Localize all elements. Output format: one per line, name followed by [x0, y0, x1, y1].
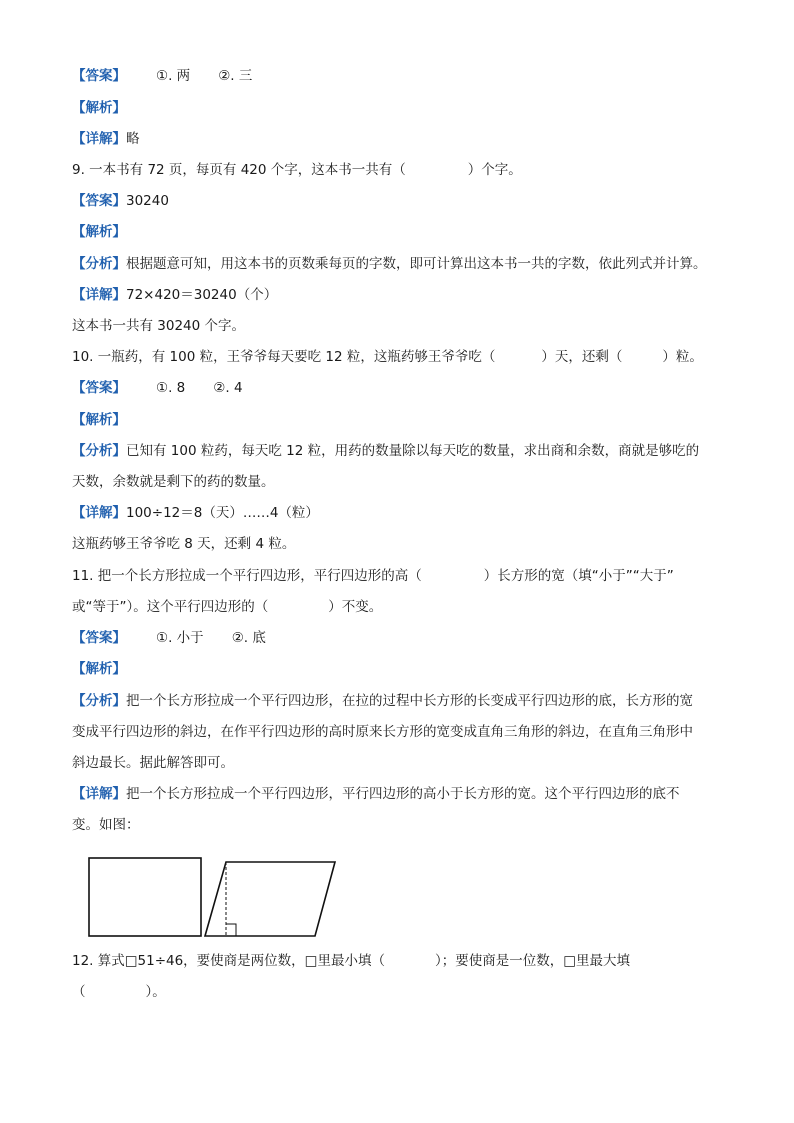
q10-analysis-line-2: 天数，余数就是剩下的药的数量。 — [72, 474, 275, 490]
q8-detail: 略 — [126, 131, 140, 147]
q8-detail-line — [72, 129, 732, 149]
q10-question: 10. 一瓶药，有 100 粒，王爷爷每天要吃 12 粒，这瓶药够王爷爷吃（ ）天，还剩（ ）粒。 — [72, 349, 703, 365]
q8-answer-line — [72, 66, 732, 86]
rectangle-parallelogram-figure — [88, 856, 340, 940]
q10-analysis-line-1: 【分析】已知有 100 粒药，每天吃 12 粒，用药的数量除以每天吃的数量，求出商和余数，商就是够吃的 — [72, 443, 700, 459]
q9-analysis: 根据题意可知，用这本书的页数乘每页的字数，即可计算出这本书一共的字数，依此列式并计算。 — [126, 256, 707, 272]
q8-answer-1: ①. 两 — [156, 68, 191, 84]
q10-answer-1: ①. 8 — [156, 380, 186, 396]
q11-answer-line: 【答案】 ①. 小于 ②. 底 — [72, 630, 266, 646]
q9-answer: 30240 — [126, 193, 169, 209]
answer-tag: 【答案】 — [72, 68, 126, 84]
q11-question-line-2: 或“等于”）。这个平行四边形的（ ）不变。 — [72, 599, 383, 615]
q11-answer-2: ②. 底 — [231, 630, 266, 646]
q10-answer-2: ②. 4 — [213, 380, 243, 396]
q11-analysis-line-3: 斜边最长。据此解答即可。 — [72, 755, 234, 771]
q11-answer-1: ①. 小于 — [156, 630, 204, 646]
q9-question: 9. 一本书有 72 页，每页有 420 个字，这本书一共有（ ）个字。 — [72, 162, 522, 178]
rectangle-shape — [89, 858, 201, 936]
q10-detail-line: 【详解】100÷12＝8（天）……4（粒） — [72, 505, 319, 521]
q12-question-line-1: 12. 算式□51÷46，要使商是两位数，□里最小填（ ）；要使商是一位数，□里最大填 — [72, 953, 630, 969]
q8-answer-2: ②. 三 — [218, 68, 253, 84]
parse-tag: 【解析】 — [72, 100, 126, 116]
q11-parse-line: 【解析】 — [72, 661, 126, 677]
q10-answer-line: 【答案】 ①. 8 ②. 4 — [72, 380, 243, 396]
q11-analysis-line-2: 变成平行四边形的斜边，在作平行四边形的高时原来长方形的宽变成直角三角形的斜边，在直角三角形中 — [72, 724, 693, 740]
q11-detail-line-2: 变。如图： — [72, 817, 140, 833]
q10-parse-line: 【解析】 — [72, 412, 126, 428]
q9-answer-line: 【答案】30240 — [72, 193, 169, 209]
detail-tag: 【详解】 — [72, 131, 126, 147]
q12-question-line-2: （ ）。 — [72, 984, 166, 1000]
q9-parse-line: 【解析】 — [72, 224, 126, 240]
right-angle-mark — [226, 924, 236, 936]
q11-question-line-1: 11. 把一个长方形拉成一个平行四边形，平行四边形的高（ ）长方形的宽（填“小于”“大于” — [72, 568, 674, 584]
q9-analysis-line: 【分析】根据题意可知，用这本书的页数乘每页的字数，即可计算出这本书一共的字数，依此列式并计算。 — [72, 256, 707, 272]
q10-conclusion: 这瓶药够王爷爷吃 8 天，还剩 4 粒。 — [72, 536, 296, 552]
q9-detail: 72×420＝30240（个） — [126, 287, 278, 303]
q8-parse-line — [72, 98, 732, 118]
parallelogram-shape — [205, 862, 335, 936]
q11-analysis-line-1: 【分析】把一个长方形拉成一个平行四边形，在拉的过程中长方形的长变成平行四边形的底，长方形的宽 — [72, 693, 693, 709]
q11-detail-line-1: 【详解】把一个长方形拉成一个平行四边形，平行四边形的高小于长方形的宽。这个平行四边形的底不 — [72, 786, 680, 802]
q9-conclusion: 这本书一共有 30240 个字。 — [72, 318, 246, 334]
q9-detail-line: 【详解】72×420＝30240（个） — [72, 287, 278, 303]
